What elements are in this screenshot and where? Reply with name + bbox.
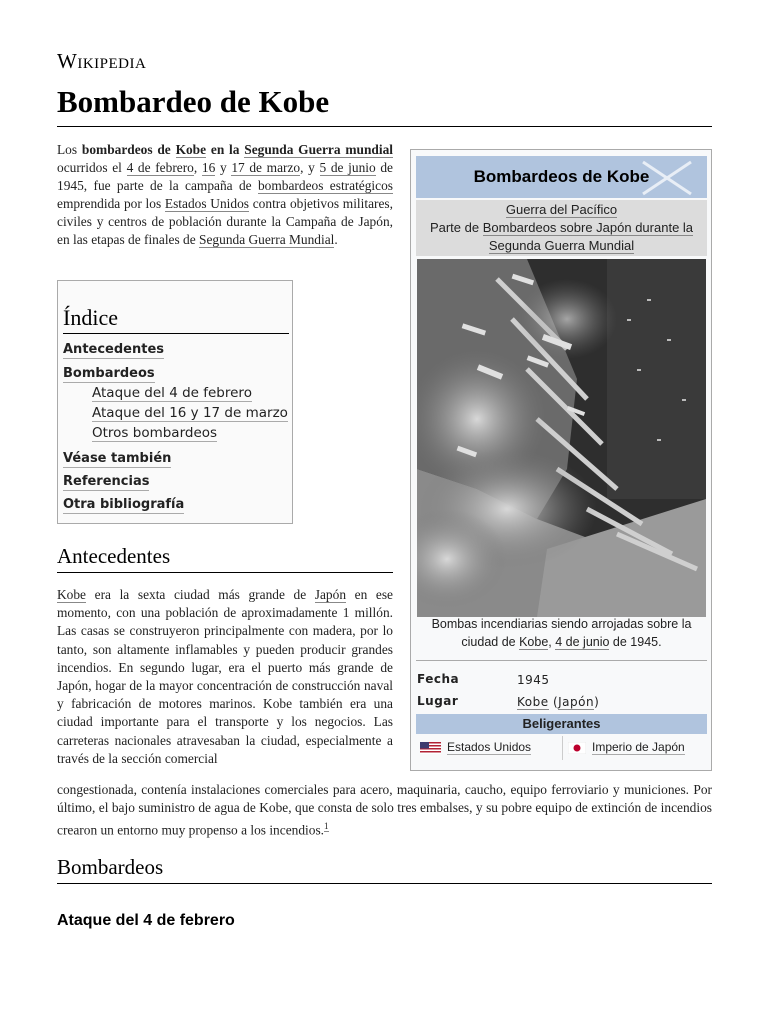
infobox-value-lugar: Kobe (Japón) — [517, 695, 600, 709]
link-segunda-guerra-mundial[interactable]: Segunda Guerra Mundial — [199, 232, 335, 247]
toc-item-vease-tambien[interactable]: Véase también — [63, 451, 172, 466]
toc-item-otros-bombardeos[interactable]: Otros bombardeos — [92, 425, 218, 441]
link-16[interactable]: 16 — [201, 160, 216, 175]
toc-item-ataque-4-febrero[interactable]: Ataque del 4 de febrero — [92, 385, 252, 401]
link-segunda-guerra[interactable]: Segunda Guerra mundial — [244, 142, 393, 157]
belligerents-divider — [562, 736, 563, 760]
intro-paragraph: Los bombardeos de Kobe en la Segunda Guerra mundial ocurridos el 4 de febrero, 16 y 17 de marzo, y 5 de junio de 1945, fue parte de la campaña de bombardeos estratégicos emprendida por los Estados Unidos contra objetivos militares, civiles y centros de población durante la Campaña de Japón, en las etapas de finales de Segunda Guerra Mundial. — [57, 142, 393, 247]
link-4-febrero[interactable]: 4 de febrero — [126, 160, 194, 175]
toc-title: Índice — [63, 305, 118, 330]
page-title: Bombardeo de Kobe — [57, 84, 330, 119]
toc-item-antecedentes[interactable]: Antecedentes — [63, 342, 165, 357]
toc-item-ataque-16-17-marzo[interactable]: Ataque del 16 y 17 de marzo — [92, 405, 288, 421]
antecedentes-paragraph: Kobe era la sexta ciudad más grande de Japón en ese momento, con una población de aproximadamente 1 millón. Las casas se construyeron principalmente con madera, por lo tanto, son altamente inflamables y pueden producir grandes incendios. En segundo lugar, era el puerto más grande de Japón, hogar de la mayor concentración de construcción naval y fabricación de motores marinos. Kobe también era una ciudad importante para el transporte y los negocios. Las carreteras nacionales atravesaban la ciudad, especialmente a través de la sección comercial — [57, 587, 393, 766]
belligerent-usa — [420, 740, 531, 755]
usa-flag-icon — [420, 742, 441, 754]
link-lugar-japon[interactable]: Japón — [558, 695, 595, 709]
section-divider-bombardeos — [57, 883, 712, 884]
section-divider-antecedentes — [57, 572, 393, 573]
link-japon[interactable]: Japón — [314, 587, 347, 602]
section-heading-antecedentes: Antecedentes — [57, 544, 171, 568]
link-bombardeos-sobre-japon[interactable]: Bombardeos sobre Japón durante la Segunda Guerra Mundial — [482, 220, 694, 253]
link-lugar-kobe[interactable]: Kobe — [517, 695, 549, 709]
infobox — [410, 149, 712, 771]
infobox-title: Bombardeos de Kobe — [473, 167, 650, 186]
reference-link-1[interactable]: 1 — [324, 821, 329, 832]
link-kobe-2[interactable]: Kobe — [57, 587, 87, 602]
belligerent-japan — [568, 740, 685, 755]
link-estados-unidos[interactable]: Estados Unidos — [164, 196, 249, 211]
infobox-label-lugar: Lugar — [417, 694, 459, 708]
infobox-divider — [416, 660, 707, 661]
subsection-heading-ataque-4-febrero: Ataque del 4 de febrero — [57, 912, 235, 929]
table-of-contents — [57, 280, 293, 524]
antecedentes-paragraph-continued: congestionada, contenía instalaciones comerciales para acero, maquinaria, caucho, equipo ferroviario y municiones. Por último, el bajo suministro de agua de Kobe, que consta de solo tres embalses, y su pobre equipo de extinción de incendios crearon un entorno muy propenso a los incendios.$^1$ — [57, 782, 712, 838]
infobox-beligerantes-header: Beligerantes — [416, 714, 707, 734]
toc-divider — [63, 333, 289, 334]
infobox-header — [416, 156, 707, 198]
link-5-junio[interactable]: 5 de junio — [319, 160, 376, 175]
link-bombardeos-estrategicos[interactable]: bombardeos estratégicos — [257, 178, 393, 193]
toc-item-referencias[interactable]: Referencias — [63, 474, 150, 489]
link-imperio-de-japon[interactable]: Imperio de Japón — [592, 740, 685, 754]
section-heading-bombardeos: Bombardeos — [57, 855, 164, 879]
wikipedia-logo[interactable]: Wikipedia — [57, 49, 147, 73]
link-caption-kobe[interactable]: Kobe — [519, 635, 549, 649]
aerial-photo-kobe-bombing[interactable] — [417, 259, 706, 617]
link-caption-4-junio[interactable]: 4 de junio — [555, 635, 610, 649]
infobox-value-fecha: 1945 — [517, 673, 550, 687]
japan-flag-icon — [568, 742, 586, 754]
infobox-subtitle: Guerra del Pacífico Parte de Bombardeos sobre Japón durante la Segunda Guerra Mundial — [416, 200, 707, 256]
toc-item-bombardeos[interactable]: Bombardeos — [63, 366, 155, 381]
link-guerra-del-pacifico[interactable]: Guerra del Pacífico — [505, 202, 618, 217]
link-estados-unidos-infobox[interactable]: Estados Unidos — [447, 740, 532, 754]
infobox-photo-caption: Bombas incendiarias siendo arrojadas sobre la ciudad de Kobe, 4 de junio de 1945. — [431, 617, 692, 649]
toc-item-otra-bibliografia[interactable]: Otra bibliografía — [63, 497, 185, 512]
link-kobe[interactable]: Kobe — [175, 142, 207, 157]
link-17-marzo[interactable]: 17 de marzo — [231, 160, 301, 175]
title-divider — [57, 126, 712, 127]
infobox-label-fecha: Fecha — [417, 672, 460, 686]
